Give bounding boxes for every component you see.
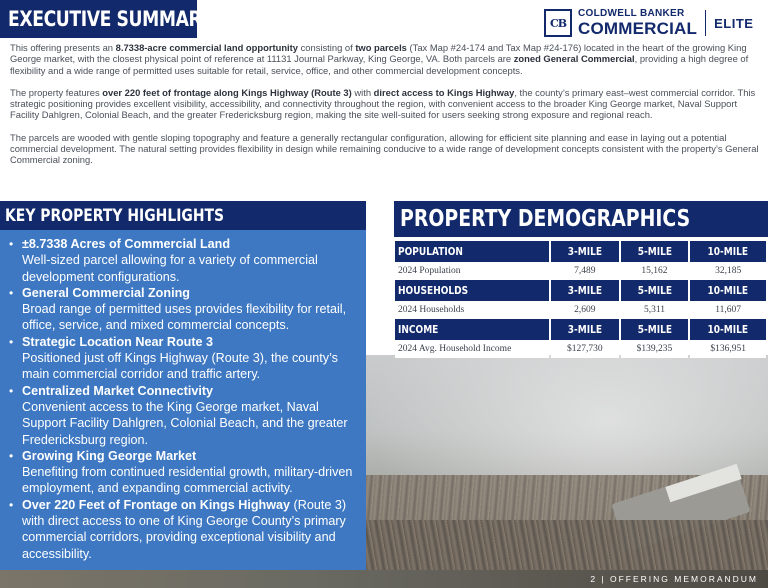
table-header-row: HOUSEHOLDS 3-MILE 5-MILE 10-MILE <box>395 280 766 301</box>
highlights-panel <box>0 230 366 570</box>
logo-divider <box>705 10 706 36</box>
brand-logo <box>544 7 766 39</box>
page-footer: 2 | OFFERING MEMORANDUM <box>590 574 758 584</box>
aerial-photo <box>366 355 768 570</box>
intro-paragraph-3: The parcels are wooded with gentle sloping topography and feature a generally rectangular configuration, allowing for efficient site planning and ease in laying out a potential commercial development. The natural setting provides flexibility in design while remaining conducive to a wide range of development concepts consistent with the property’s General Commercial zoning. <box>10 131 759 166</box>
list-item: • ±8.7338 Acres of Commercial Land Well-sized parcel allowing for a variety of commercial development configurations. <box>8 236 356 285</box>
highlights-heading-bar <box>0 201 366 230</box>
demographics-table <box>393 241 768 358</box>
table-row: 2024 Avg. Household Income $127,730 $139,235 $136,951 <box>395 340 766 358</box>
demographics-heading: PROPERTY DEMOGRAPHICS <box>400 206 691 232</box>
cb-logo-icon: CB <box>544 9 572 37</box>
intro-paragraph-1: This offering presents an 8.7338-acre commercial land opportunity consisting of two parcels (Tax Map #24-174 and Tax Map #24-176) located in the heart of the growing King George market, with the closest physical point of reference at 11131 Journal Parkway, King George, VA. Both parcels are zoned General Commercial, providing a high degree of flexibility and a wide range of permitted uses suitable for retail, service, office, and other commercial development concepts. <box>10 42 749 76</box>
table-row: 2024 Households 2,609 5,311 11,607 <box>395 301 766 319</box>
list-item: • Centralized Market Connectivity Convenient access to the King George market, Naval Support Facility Dahlgren, Colonial Beach, and the greater Fredericksburg region. <box>8 383 356 448</box>
page-title-bar <box>0 0 213 38</box>
list-item: • General Commercial Zoning Broad range of permitted uses provides flexibility for retail, office, service, and mixed commercial concepts. <box>8 285 356 334</box>
demographics-heading-bar <box>394 201 768 237</box>
logo-elite: ELITE <box>714 15 754 31</box>
table-row: 2024 Population 7,489 15,162 32,185 <box>395 262 766 280</box>
list-item: • Growing King George Market Benefiting from continued residential growth, military-driven employment, and expanding commercial activity. <box>8 448 356 497</box>
intro-paragraph-2: The property features over 220 feet of frontage along Kings Highway (Route 3) with direct access to Kings Highway, the county’s primary east–west commercial corridor. This strategic positioning provides excellent visibility, accessibility, and connectivity throughout the region, with convenient access to the broader King George market, Naval Support Facility Dahlgren, Colonial Beach, and the greater Fredericksburg region, making the site well-suited for users seeking strong exposure and regional reach. <box>10 86 756 121</box>
list-item: • Over 220 Feet of Frontage on Kings Highway (Route 3) with direct access to one of King George County’s primary commercial corridors, providing exceptional visibility and accessibility. <box>8 497 356 562</box>
table-header-row: INCOME 3-MILE 5-MILE 10-MILE <box>395 319 766 340</box>
logo-line2: COMMERCIAL <box>578 19 698 38</box>
logo-line1: COLDWELL BANKER <box>578 8 685 19</box>
table-header-row: POPULATION 3-MILE 5-MILE 10-MILE <box>395 241 766 262</box>
intro-text <box>10 42 762 177</box>
page-title: EXECUTIVE SUMMARY <box>8 7 213 31</box>
highlights-heading: KEY PROPERTY HIGHLIGHTS <box>5 205 225 226</box>
list-item: • Strategic Location Near Route 3 Positioned just off Kings Highway (Route 3), the county’s main commercial corridor and traffic artery. <box>8 334 356 383</box>
